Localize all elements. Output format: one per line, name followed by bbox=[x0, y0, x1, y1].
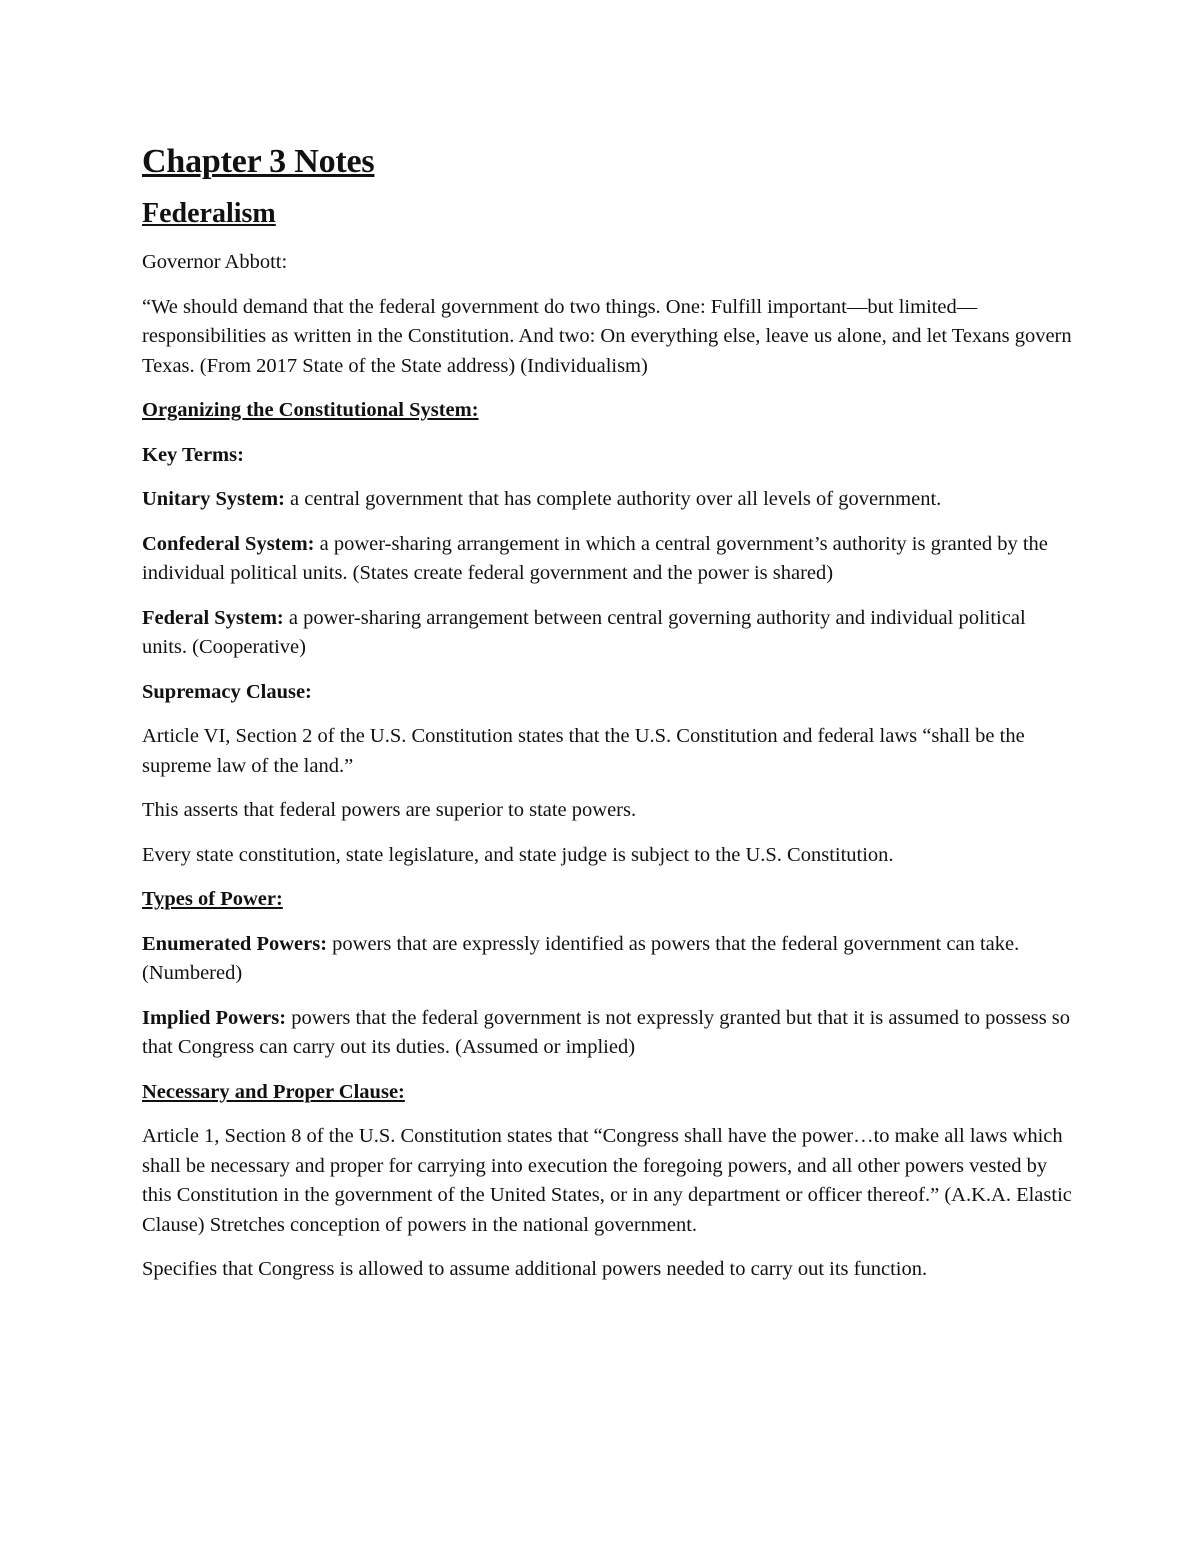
term-confederal: Confederal System: bbox=[142, 532, 315, 555]
supremacy-paragraph-1: Article VI, Section 2 of the U.S. Constitution states that the U.S. Constitution and federal laws “shall be the supreme law of the land.” bbox=[142, 725, 1025, 777]
document-title: Chapter 3 Notes bbox=[142, 143, 375, 180]
definition-implied bbox=[142, 1004, 1072, 1063]
definition-unitary bbox=[142, 485, 1072, 515]
term-enumerated: Enumerated Powers: bbox=[142, 932, 328, 955]
definition-enumerated-text: powers that are expressly identified as powers that the federal government can take. (Numbered) bbox=[142, 932, 1020, 984]
definition-confederal bbox=[142, 530, 1072, 589]
definition-implied-text: powers that the federal government is not expressly granted but that it is assumed to possess so that Congress can carry out its duties. (Assumed or implied) bbox=[142, 1006, 1071, 1058]
supremacy-label: Supremacy Clause: bbox=[142, 680, 312, 703]
definition-federal-text: a power-sharing arrangement between central governing authority and individual political units. (Cooperative) bbox=[142, 606, 1026, 658]
document-subtitle: Federalism bbox=[142, 198, 276, 229]
supremacy-paragraph-3: Every state constitution, state legislature, and state judge is subject to the U.S. Constitution. bbox=[142, 843, 894, 866]
necessary-paragraph-1: Article 1, Section 8 of the U.S. Constitution states that “Congress shall have the power…to make all laws which shall be necessary and proper for carrying into execution the foregoing powers, and all other powers vested by this Constitution in the government of the United States, or in any department or officer thereof.” (A.K.A. Elastic Clause) Stretches conception of powers in the national government. bbox=[142, 1125, 1072, 1236]
key-terms-label: Key Terms: bbox=[142, 443, 244, 466]
definition-federal bbox=[142, 604, 1072, 663]
key-terms-heading bbox=[142, 441, 1072, 471]
term-unitary: Unitary System: bbox=[142, 488, 285, 510]
supremacy-paragraph-2: This asserts that federal powers are superior to state powers. bbox=[142, 799, 637, 821]
definition-unitary-text: a central government that has complete authority over all levels of government. bbox=[284, 488, 942, 510]
document-page bbox=[142, 140, 1072, 1300]
definition-confederal-text: a power-sharing arrangement in which a central government’s authority is granted by the individual political units. (States create federal government and the power is shared) bbox=[142, 532, 1048, 584]
section-heading-types: Types of Power: bbox=[142, 888, 283, 910]
definition-enumerated bbox=[142, 930, 1072, 989]
section-heading-necessary: Necessary and Proper Clause: bbox=[142, 1080, 405, 1103]
speaker-line: Governor Abbott: bbox=[142, 251, 288, 273]
abbott-quote: “We should demand that the federal government do two things. One: Fulfill important—but limited—responsibilities as written in the Constitution. And two: On everything else, leave us alone, and let Texans govern Texas. (From 2017 State of the State address) (Individualism) bbox=[142, 295, 1072, 377]
necessary-paragraph-2: Specifies that Congress is allowed to assume additional powers needed to carry out its function. bbox=[142, 1258, 928, 1280]
section-heading-organizing: Organizing the Constitutional System: bbox=[142, 399, 479, 421]
term-implied: Implied Powers: bbox=[142, 1006, 287, 1029]
supremacy-heading bbox=[142, 678, 1072, 708]
term-federal: Federal System: bbox=[142, 606, 284, 629]
